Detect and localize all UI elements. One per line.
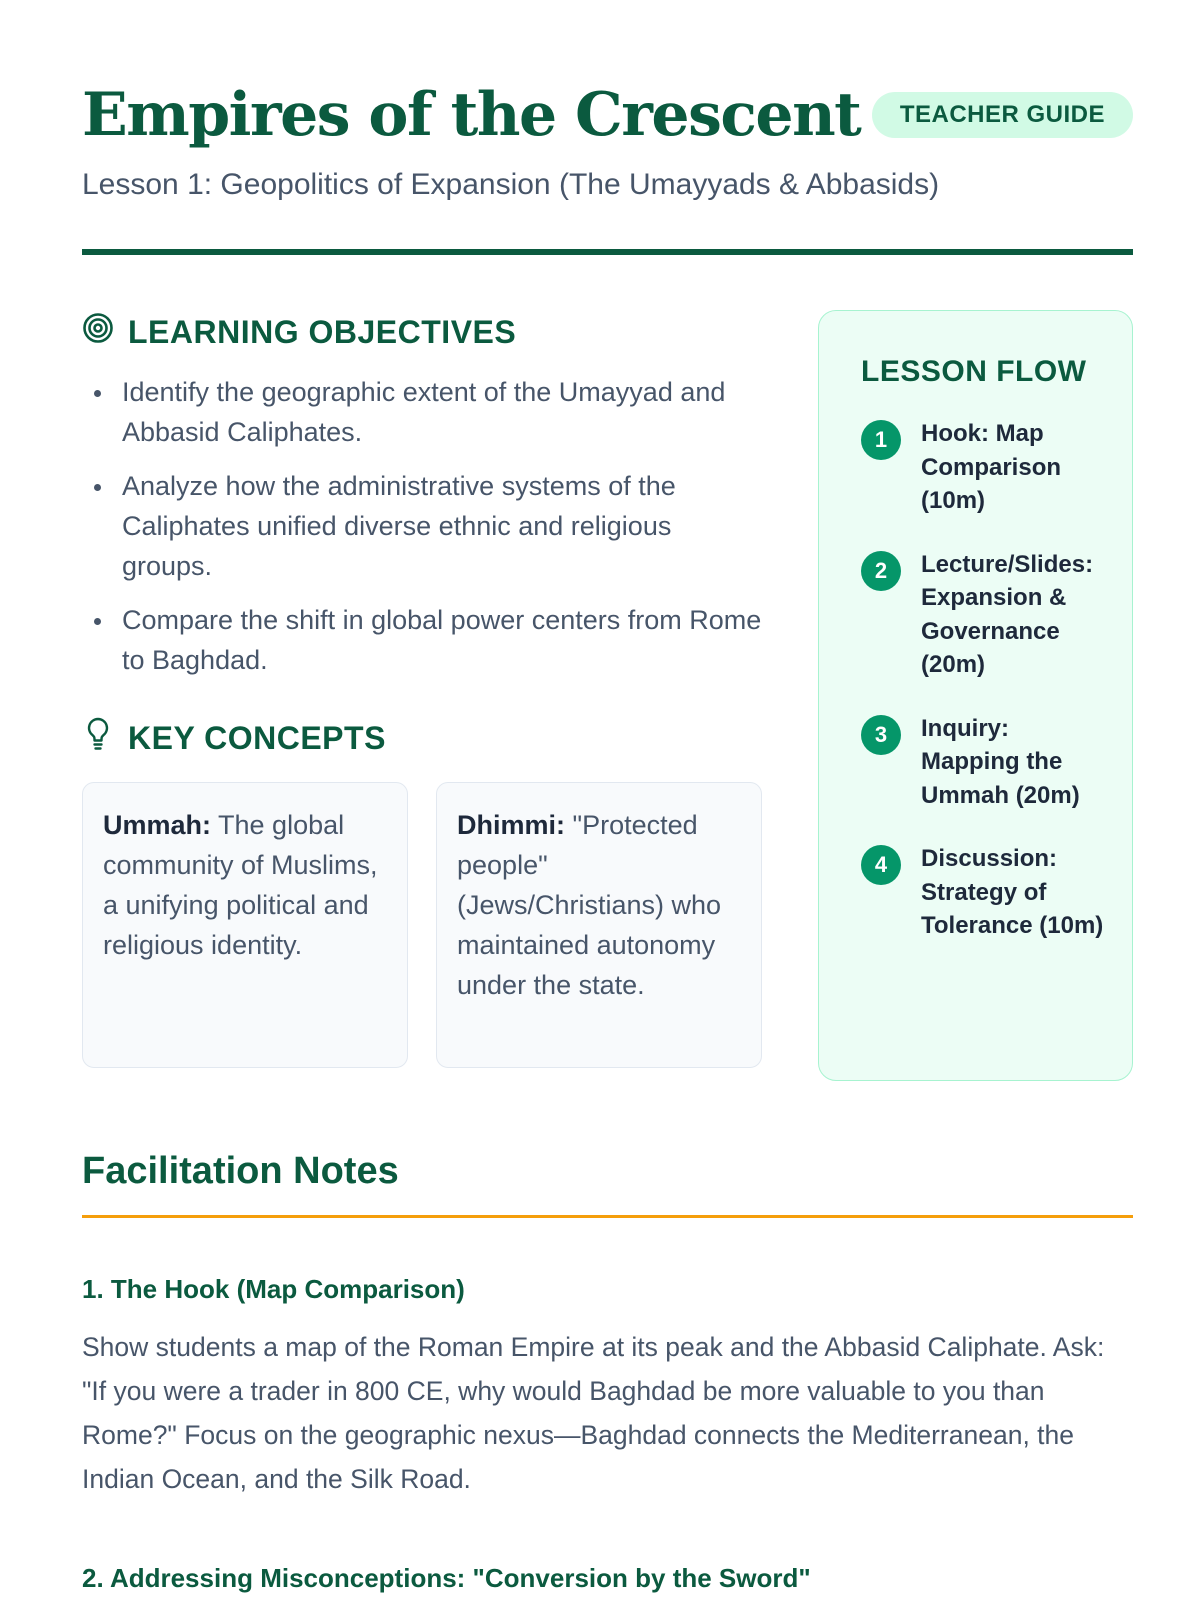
note-heading: 2. Addressing Misconceptions: "Conversion by the Sword" (82, 1563, 811, 1593)
lesson-flow-step (861, 548, 1112, 682)
concept-definition: The global community of Muslims, a unifying political and religious identity. (103, 810, 378, 960)
lesson-flow-step (861, 842, 1112, 943)
header-divider (82, 249, 1133, 255)
lesson-subtitle: Lesson 1: Geopolitics of Expansion (The Umayyads & Abbasids) (82, 168, 940, 201)
step-number-badge: 3 (861, 715, 901, 755)
notes-divider (82, 1215, 1133, 1218)
objective-item: Analyze how the administrative systems of the Caliphates unified diverse ethnic and religious groups. (82, 466, 762, 586)
concept-cards (82, 782, 762, 1068)
lesson-flow-panel (818, 310, 1133, 1081)
lesson-flow-title: LESSON FLOW (861, 355, 1087, 388)
concept-term: Dhimmi: (457, 810, 565, 840)
key-concepts-heading (82, 716, 762, 760)
facilitation-notes (82, 1150, 1133, 1594)
step-number-badge: 4 (861, 845, 901, 885)
lesson-flow-steps (861, 417, 1112, 943)
lesson-flow-step (861, 712, 1112, 813)
page-header (82, 0, 1133, 256)
teacher-guide-badge: TEACHER GUIDE (872, 92, 1133, 138)
key-concepts-heading-label: KEY CONCEPTS (128, 719, 386, 756)
objective-item: Compare the shift in global power centers from Rome to Baghdad. (82, 600, 762, 680)
target-icon (82, 312, 114, 352)
objectives-list (82, 372, 762, 680)
step-number-badge: 1 (861, 420, 901, 460)
page-title: Empires of the Crescent (82, 80, 861, 150)
left-column (82, 310, 762, 1068)
facilitation-notes-title: Facilitation Notes (82, 1150, 399, 1192)
step-label: Discussion: Strategy of Tolerance (10m) (921, 845, 1104, 939)
objective-item: Identify the geographic extent of the Umayyad and Abbasid Caliphates. (82, 372, 762, 452)
note-heading: 1. The Hook (Map Comparison) (82, 1274, 465, 1304)
concept-definition: "Protected people" (Jews/Christians) who maintained autonomy under the state. (457, 810, 722, 1000)
step-label: Lecture/Slides: Expansion & Governance (20m) (921, 550, 1094, 678)
objectives-heading-label: LEARNING OBJECTIVES (128, 313, 517, 350)
step-label: Hook: Map Comparison (10m) (921, 420, 1062, 514)
concept-term: Ummah: (103, 810, 212, 840)
lesson-flow-step (861, 417, 1112, 518)
lesson-page (82, 0, 1133, 1593)
concept-card-dhimmi (436, 782, 762, 1068)
step-label: Inquiry: Mapping the Ummah (20m) (921, 714, 1080, 809)
lightbulb-icon (82, 716, 114, 760)
note-body: Show students a map of the Roman Empire at its peak and the Abbasid Caliphate. Ask: "If you were a trader in 800 CE, why would Baghdad be more valuable to you than Rome?" Focus on the geographic nexus—Baghdad connects the Mediterranean, the Indian Ocean, and the Silk Road. (82, 1332, 1105, 1494)
step-number-badge: 2 (861, 551, 901, 591)
concept-card-ummah (82, 782, 408, 1068)
objectives-heading (82, 310, 762, 354)
